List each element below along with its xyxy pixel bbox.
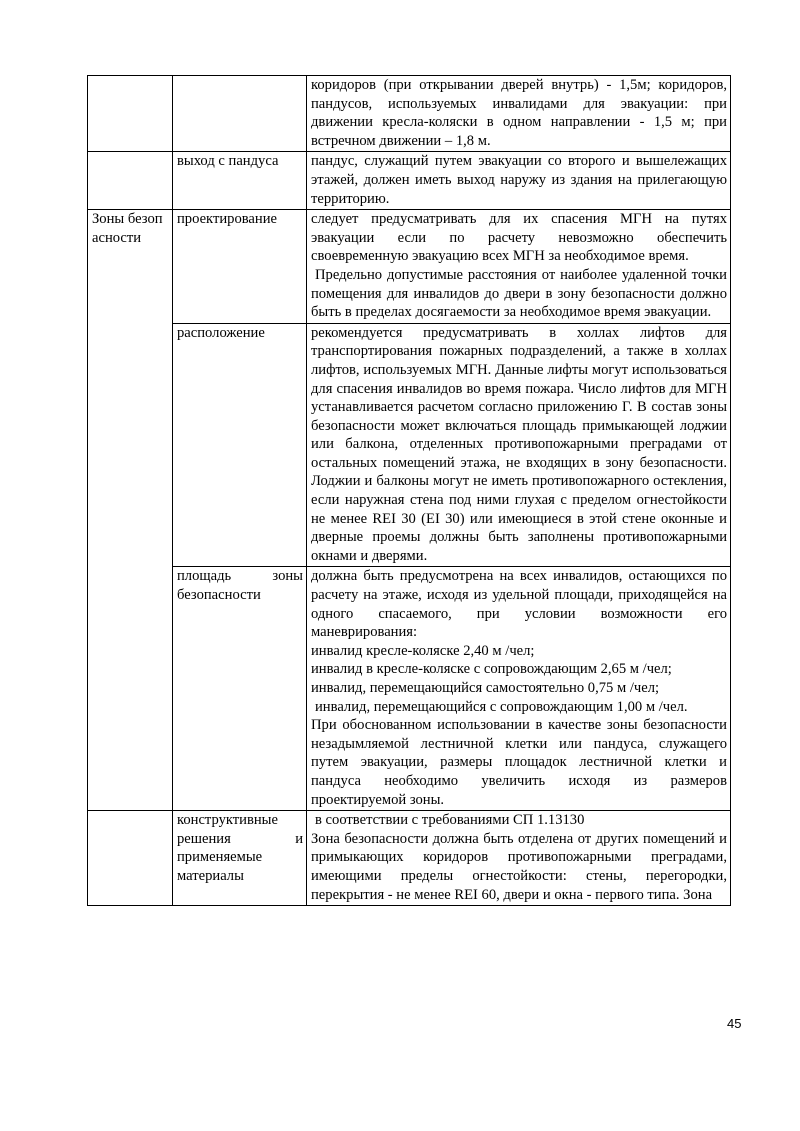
requirement-text: инвалид кресле-коляске 2,40 м /чел;	[311, 642, 535, 659]
aspect-cell: проектирование	[173, 210, 307, 324]
requirement-cell	[307, 567, 731, 811]
requirement-cell	[307, 152, 731, 210]
requirement-text: Зона безопасности должна быть отделена от других помещений и примыкающих коридоров противопожарными преградами, имеющими пределы огнестойкости: стены, перегородки, перекрытия - не менее REI 60, двери и окна - первого типа. Зона	[311, 830, 727, 903]
category-cell-safety-zones: Зоны безопасности	[88, 210, 173, 811]
requirement-text: Предельно допустимые расстояния от наиболее удаленной точки помещения для инвалидов до двери в зону безопасности должно быть в пределах досягаемости за необходимое время эвакуации.	[311, 266, 727, 321]
requirement-cell	[307, 76, 731, 152]
table-row	[88, 323, 731, 567]
requirement-text: инвалид, перемещающийся самостоятельно 0,75 м /чел;	[311, 680, 660, 696]
requirement-text: инвалид, перемещающийся с сопровождающим 1,00 м /чел.	[315, 698, 688, 715]
requirement-text: При обоснованном использовании в качестве зоны безопасности незадымляемой лестничной клетки или пандуса, служащего путем эвакуации, размеры площадок лестничной клетки и пандуса необходимо увеличить исходя из размеров проектируемой зоны.	[311, 717, 727, 808]
requirement-text: рекомендуется предусматривать в холлах лифтов для транспортирования пожарных подразделений, а также в холлах лифтов, используемых МГН. Данные лифты могут использоваться для спасения инвалидов во время пожара. Число лифтов для МГН устанавливается расчетом согласно приложению Г. В состав зоны безопасности может включаться площадь примыкающей лоджии или балкона, отделенных противопожарными преградами от остальных помещений этажа, не входящих в зону безопасности. Лоджии и балконы могут не иметь противопожарного остекления, если наружная стена под ними глухая с пределом огнестойкости не менее REI 30 (EI 30) или имеющиеся в этой стене оконные и дверные проемы должны быть заполнены противопожарными окнами и дверями.	[311, 324, 727, 564]
aspect-cell: расположение	[173, 323, 307, 567]
requirement-text: следует предусматривать для их спасения МГН на путях эвакуации если по расчету невозможно обеспечить своевременную эвакуацию всех МГН за необходимое время.	[311, 211, 727, 265]
aspect-cell: конструктивные решения и применяемые материалы	[173, 811, 307, 906]
table-row	[88, 76, 731, 152]
requirement-text: инвалид в кресле-коляске с сопровождающим 2,65 м /чел;	[311, 661, 672, 678]
requirement-text: пандус, служащий путем эвакуации со второго и вышележащих этажей, должен иметь выход наружу из здания на прилегающую территорию.	[311, 153, 727, 207]
table-row	[88, 811, 731, 906]
requirements-table	[87, 75, 731, 906]
category-cell	[88, 152, 173, 210]
requirement-cell	[307, 811, 731, 906]
category-cell	[88, 811, 173, 906]
table-row	[88, 152, 731, 210]
requirement-cell	[307, 323, 731, 567]
table-row	[88, 210, 731, 324]
page-number: 45	[727, 1016, 742, 1031]
aspect-cell: площадь зоны безопасности	[173, 567, 307, 811]
category-cell	[88, 76, 173, 152]
requirement-text: коридоров (при открывании дверей внутрь) - 1,5м; коридоров, пандусов, используемых инвалидами для эвакуации: при движении кресла-коляски в одном направлении - 1,5 м; при встречном движении – 1,8 м.	[311, 77, 727, 149]
requirement-text: в соответствии с требованиями СП 1.13130	[315, 812, 585, 829]
requirement-cell	[307, 210, 731, 324]
requirement-text: должна быть предусмотрена на всех инвалидов, остающихся по расчету на этаже, исходя из удельной площади, приходящейся на одного спасаемого, при условии возможности его маневрирования:	[311, 568, 727, 641]
table-row	[88, 567, 731, 811]
aspect-cell: выход с пандуса	[173, 152, 307, 210]
aspect-cell	[173, 76, 307, 152]
